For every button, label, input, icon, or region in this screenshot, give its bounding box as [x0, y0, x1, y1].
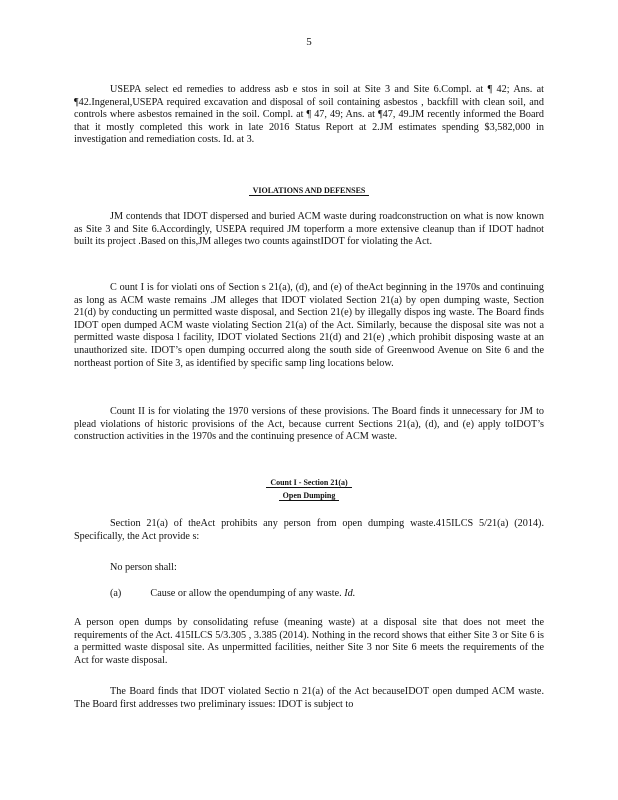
paragraph-section-21a: Section 21(a) of theAct prohibits any person from open dumping waste.415ILCS 5/21(a) (2014). Specifically, the Act provide s: — [74, 518, 544, 542]
paragraph-open-dumps-definition: A person open dumps by consolidating refuse (meaning waste) at a disposal site that does not meet the requirements of the Act. 415ILCS 5/3.305 , 3.385 (2014). Nothing in the record shows that either Site 3 or Site 6 is a permitted waste disposal site. As unpermitted facilities, neither Site 3 nor Site 6 meets the requirements of the Act for waste disposal. — [74, 617, 544, 666]
subheading-count-i: Count I - Section 21(a) — [0, 478, 618, 487]
section-heading-violations: VIOLATIONS AND DEFENSES — [0, 186, 618, 195]
paragraph-count-ii: Count II is for violating the 1970 versions of these provisions. The Board finds it unnecessary for JM to plead violations of historic provisions of the Act, because current Sections 21(a), (d), and (e) apply toIDOT’s construction activities in the 1970s and the continuing presence of ACM waste. — [74, 406, 544, 443]
quote-clause-a: (a) Cause or allow the opendumping of any waste. Id. — [110, 588, 356, 599]
paragraph-remedies: USEPA select ed remedies to address asb e stos in soil at Site 3 and Site 6.Compl. at ¶ 42; Ans. at ¶42.Ingeneral,USEPA required excavation and disposal of soil containing asbestos , backfill with clean soil, and controls where asbestos remained in the soil. Compl. at ¶ 47, 49; Ans. at ¶47, 49.JM recently informed the Board that it mostly completed this work in late 2016 Status Report at 2.JM estimates spending $3,582,000 in investigation and remediation costs. Id. at 3. — [74, 84, 544, 146]
paragraph-count-i: C ount I is for violati ons of Section s 21(a), (d), and (e) of theAct beginning in the 1970s and continuing as long as ACM waste remains .JM alleges that IDOT violated Section 21(a) by open dumping waste, Section 21(d) by conducting un permitted waste disposal, and Section 21(e) by illegally dispos ing waste. The Board finds IDOT open dumped ACM waste violating Section 21(a) of the Act. Similarly, because the disposal site was not a permitted waste disposa l facility, IDOT violated Sections 21(d) and 21(e) ,which prohibit disposing waste at an unauthorized site. IDOT’s open dumping occurred along the south side of Greenwood Avenue on Site 6 and the northeast portion of Site 3, as identified by specific samp ling locations below. — [74, 282, 544, 369]
subheading-open-dumping: Open Dumping — [0, 491, 618, 500]
page-number: 5 — [306, 36, 312, 48]
quote-no-person: No person shall: — [110, 562, 177, 573]
paragraph-board-finds: The Board finds that IDOT violated Sectio n 21(a) of the Act becauseIDOT open dumped ACM waste. The Board first addresses two preliminary issues: IDOT is subject to — [74, 686, 544, 710]
paragraph-jm-contends: JM contends that IDOT dispersed and buried ACM waste during roadconstruction on what is now known as Site 3 and Site 6.Accordingly, USEPA required JM toperform a more extensive cleanup than if IDOT hadnot built its project .Based on this,JM alleges two counts againstIDOT for violating the Act. — [74, 211, 544, 248]
